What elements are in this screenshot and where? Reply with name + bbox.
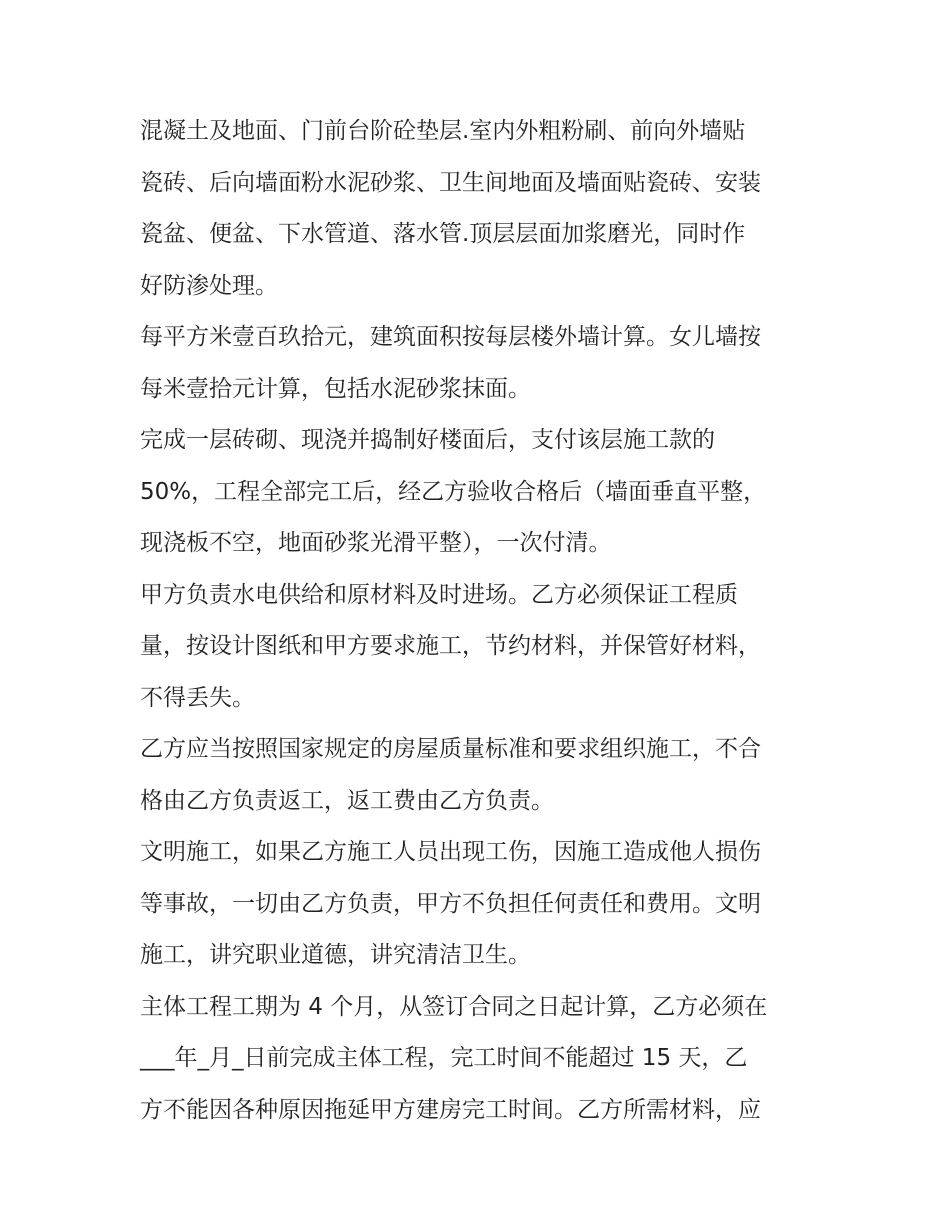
document-body (140, 106, 820, 1136)
text-line: 文明施工，如果乙方施工人员出现工伤，因施工造成他人损伤 (140, 839, 761, 865)
paragraph (140, 312, 820, 415)
text-line: 格由乙方负责返工，返工费由乙方负责。 (140, 787, 554, 814)
text-line: 瓷盆、便盆、下水管道、落水管.顶层层面加浆磨光，同时作 (140, 221, 746, 247)
paragraph (140, 415, 820, 570)
text-line: 甲方负责水电供给和原材料及时进场。乙方必须保证工程质 (140, 581, 738, 608)
paragraph (140, 827, 820, 982)
text-line: 主体工程工期为 4 个月，从签订合同之日起计算，乙方必须在 (140, 993, 768, 1020)
text-line: 混凝土及地面、门前台阶砼垫层.室内外粗粉刷、前向外墙贴 (140, 118, 746, 144)
text-line: 瓷砖、后向墙面粉水泥砂浆、卫生间地面及墙面贴瓷砖、安装 (140, 169, 761, 196)
paragraph (140, 724, 820, 827)
text-line: 每平方米壹百玖拾元，建筑面积按每层楼外墙计算。女儿墙按 (140, 324, 761, 350)
text-line: 量，按设计图纸和甲方要求施工，节约材料，并保管好材料， (140, 633, 761, 659)
text-line: 完成一层砖砌、现浇并捣制好楼面后，支付该层施工款的 (140, 427, 715, 453)
paragraph (140, 982, 820, 1137)
text-line: 乙方应当按照国家规定的房屋质量标准和要求组织施工，不合 (140, 736, 761, 762)
text-line: ___年_月_日前完成主体工程，完工时间不能超过 15 天，乙 (140, 1045, 748, 1071)
text-line: 50%，工程全部完工后，经乙方验收合格后（墙面垂直平整， (140, 478, 767, 505)
text-line: 施工，讲究职业道德，讲究清洁卫生。 (140, 942, 531, 968)
text-line: 每米壹拾元计算，包括水泥砂浆抹面。 (140, 375, 531, 402)
text-line: 不得丢失。 (140, 684, 255, 711)
text-line: 现浇板不空，地面砂浆光滑平整），一次付清。 (140, 530, 612, 556)
text-line: 等事故，一切由乙方负责，甲方不负担任何责任和费用。文明 (140, 890, 761, 917)
text-line: 好防渗处理。 (140, 272, 278, 299)
paragraph (140, 106, 820, 312)
paragraph (140, 570, 820, 725)
text-line: 方不能因各种原因拖延甲方建房完工时间。乙方所需材料，应 (140, 1096, 761, 1123)
